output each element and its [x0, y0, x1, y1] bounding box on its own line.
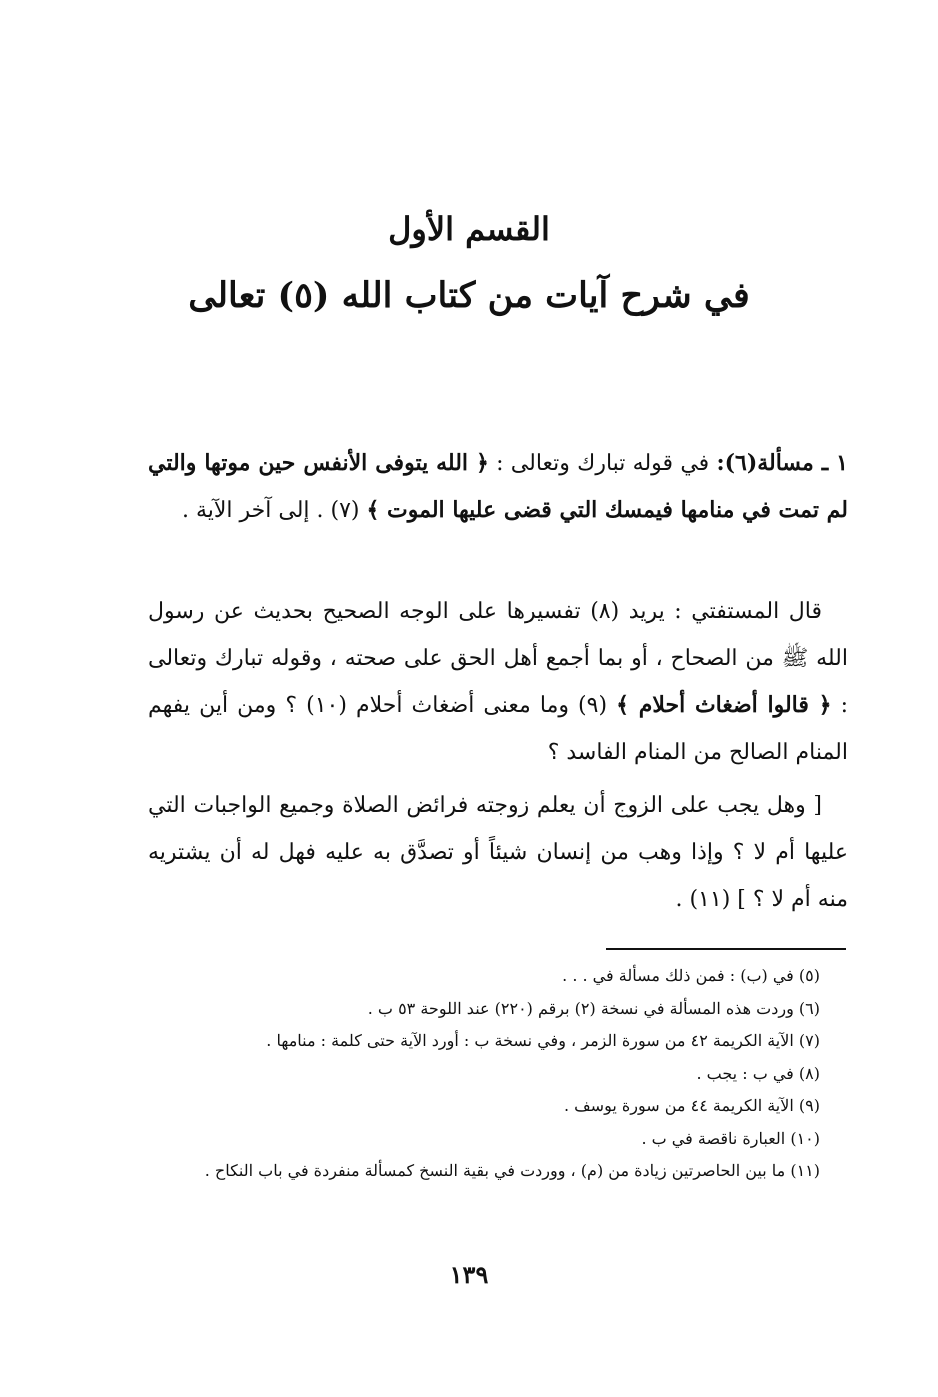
footnote-ref: (٧) .: [309, 498, 367, 523]
footnotes: [148, 960, 848, 1188]
intro-text: في قوله تبارك وتعالى :: [488, 451, 717, 476]
footnote: (٦) وردت هذه المسألة في نسخة (٢) برقم (٢٢٠) عند اللوحة ٥٣ ب .: [367, 998, 820, 1018]
body-text: (٩) وما معنى أضغاث أحلام (١٠) ؟ ومن أين يفهم المنام الصالح من المنام الفاسد ؟: [148, 693, 848, 765]
question-paragraph-1: [148, 440, 848, 534]
footnote: (١٠) العبارة ناقصة في ب .: [641, 1128, 820, 1148]
body-text: قال المستفتي : يريد (٨) تفسيرها على الوجه الصحيح بحديث عن رسول الله ﷺ من الصحاح ، أو بما أجمع أهل الحق على صحته ، وقوله تبارك وتعالى :: [148, 599, 849, 718]
question-number: ١ ـ مسألة(٦):: [716, 450, 848, 476]
tail-text: إلى آخر الآية .: [181, 498, 310, 523]
quran-quote: ﴿ قالوا أضغاث أحلام ﴾: [616, 692, 832, 718]
question-paragraph-2: [148, 588, 848, 776]
footnote: (٨) في ب : يجب .: [696, 1063, 820, 1083]
quran-quote: ﴿ الله يتوفى الأنفس حين موتها والتي لم تمت في منامها فيمسك التي قضى عليها الموت ﴾: [148, 450, 848, 523]
page-number: ١٣٩: [449, 1260, 489, 1289]
footnote: (٩) الآية الكريمة ٤٤ من سورة يوسف .: [563, 1096, 820, 1115]
section-subtitle: في شرح آيات من كتاب الله (٥) تعالى: [188, 275, 750, 316]
body-text: [ وهل يجب على الزوج أن يعلم زوجته فرائض الصلاة وجميع الواجبات التي عليها أم لا ؟ وإذا وهب من إنسان شيئاً أو تصدَّق به عليه فهل له أن يشتريه منه أم لا ؟ ] (١١) .: [148, 793, 848, 912]
footnote-divider: [606, 948, 846, 950]
footnote: (٥) في (ب) : فمن ذلك مسألة في . . .: [562, 966, 820, 985]
question-paragraph-3: [148, 782, 848, 923]
footnote: (٧) الآية الكريمة ٤٢ من سورة الزمر ، وفي نسخة ب : أورد الآية حتى كلمة : منامها .: [266, 1031, 820, 1050]
section-title: القسم الأول: [388, 210, 550, 248]
footnote: (١١) ما بين الحاصرتين زيادة من (م) ، ووردت في بقية النسخ كمسألة منفردة في باب النكاح .: [204, 1161, 820, 1180]
